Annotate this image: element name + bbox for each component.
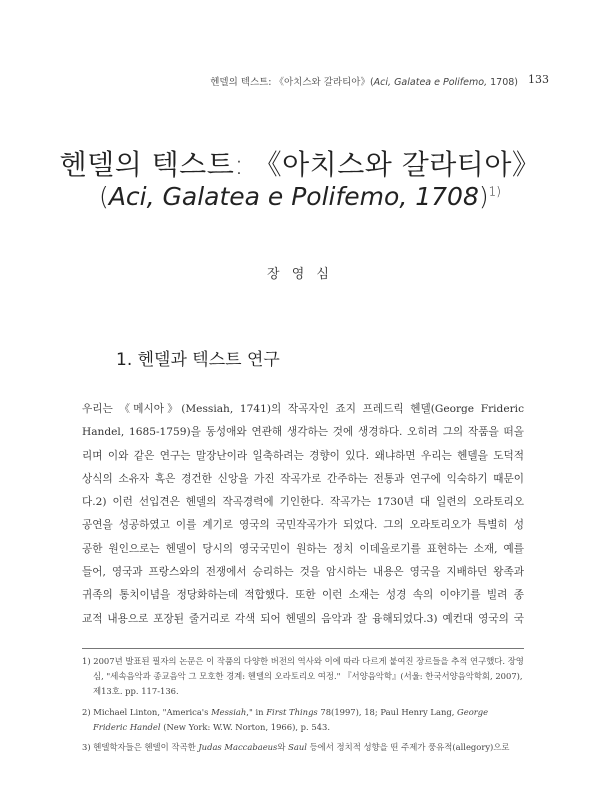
footnote-2-italic: Messiah — [211, 706, 247, 717]
footnote-3-italic: Judas Maccabaeus — [198, 742, 278, 753]
body-line: 공한 원인으로는 헨델이 당시의 영국국민이 원하는 정치 이데올로기를 표현하는 소재, 예를 — [82, 542, 524, 555]
footnote-3-italic: Saul — [288, 742, 307, 753]
title-close-paren: ) — [478, 182, 489, 211]
footnote-1-line: 1) 2007년 발표된 필자의 논문은 이 작품의 다양한 버전의 역사와 이에 따라 다르게 붙여진 장르들을 추적 연구했다. 장영 — [82, 656, 524, 666]
footnote-2-italic: George — [457, 706, 489, 717]
body-paragraph — [82, 398, 524, 631]
title-footnote-marker: 1) — [488, 184, 501, 199]
body-line: 리며 이와 같은 연구는 말장난이라 일축하려는 경향이 있다. 왜냐하면 우리는 헨델을 도덕적 — [82, 449, 524, 462]
footnote-divider — [82, 648, 524, 649]
author-name: 장 영 심 — [267, 267, 333, 282]
running-head — [210, 74, 518, 88]
footnote-2-italic: Frideric Handel — [93, 721, 161, 732]
body-line: 들어, 영국과 프랑스와의 전쟁에서 승리하는 것을 암시하는 내용은 영국을 지배하던 왕족과 — [82, 566, 524, 579]
body-line: 공연을 성공하였고 이를 계기로 영국의 국민작곡가가 되었다. 그의 오라토리오가 특별히 성 — [82, 519, 524, 532]
running-head-prefix: 헨델의 텍스트: 《아치스와 갈라티아》( — [210, 77, 374, 88]
footnote-3-text: 와 — [277, 742, 289, 753]
footnote-2-italic: First Things — [266, 706, 318, 717]
footnote-2-line — [82, 705, 524, 720]
body-line: 상식의 소유자 혹은 경건한 신앙을 가진 작곡가로 간주하는 전통과 연구에 익숙하기 때문이 — [82, 472, 524, 485]
running-head-italic: Aci, Galatea e Polifemo, — [373, 77, 488, 88]
footnote-3-line — [82, 740, 524, 755]
footnote-2-line — [82, 720, 524, 735]
footnote-1-line: 심, "세속음악과 종교음악 그 모호한 경계: 헨델의 오라토리오 여정." 『서양음악학』(서울: 한국서양음악학회, 2007), — [93, 671, 523, 682]
title-latin-italic: Aci, Galatea e Polifemo, 1708 — [108, 182, 479, 211]
footnote-1 — [82, 654, 524, 700]
footnote-2-text: (New York: W.W. Norton, 1966), p. 543. — [160, 721, 331, 732]
footnote-3-text: 등에서 정치적 성향을 띤 주제가 풍유적(allegory)으로 — [306, 742, 510, 753]
footnote-3 — [82, 740, 524, 755]
running-head-suffix: 1708) — [487, 77, 518, 88]
section-heading: 1. 헨델과 텍스트 연구 — [116, 350, 280, 370]
footnote-1-line: 제13호. pp. 117-136. — [93, 686, 179, 697]
title-open-paren: ( — [99, 182, 109, 211]
footnote-2-text: ," in — [246, 706, 267, 717]
footnote-3-text: 3) 헨델학자들은 헨델이 작곡한 — [82, 742, 199, 753]
body-line: Handel, 1685-1759)을 동성애와 연관해 생각하는 것에 생경하다. 오히려 그의 작품을 떠올 — [82, 426, 524, 439]
footnote-2 — [82, 705, 524, 735]
body-line: 귀족의 통치이념을 정당화하는데 적합했다. 또한 이런 소재는 성경 속의 이야기를 빌려 종 — [82, 589, 524, 602]
body-line: 교적 내용으로 포장된 줄거리로 각색 되어 헨델의 음악과 잘 융해되었다.3) 예컨대 영국의 국 — [82, 612, 524, 625]
footnote-2-text: 2) Michael Linton, "America's — [82, 706, 212, 717]
body-line: 우리는 《메시아》(Messiah, 1741)의 작곡자인 죠지 프레드릭 헨델(George Frideric — [82, 403, 524, 415]
article-title-korean: 헨델의 텍스트: 《아치스와 갈라티아》 — [59, 148, 541, 181]
footnotes — [82, 654, 524, 760]
page-number: 133 — [528, 73, 549, 86]
body-line: 다.2) 이런 선입견은 헨델의 작곡경력에 기인한다. 작곡가는 1730년 대 일련의 오라토리오 — [82, 496, 524, 509]
footnote-2-text: 78(1997), 18; Paul Henry Lang, — [317, 706, 458, 717]
article-title-latin — [0, 182, 600, 211]
